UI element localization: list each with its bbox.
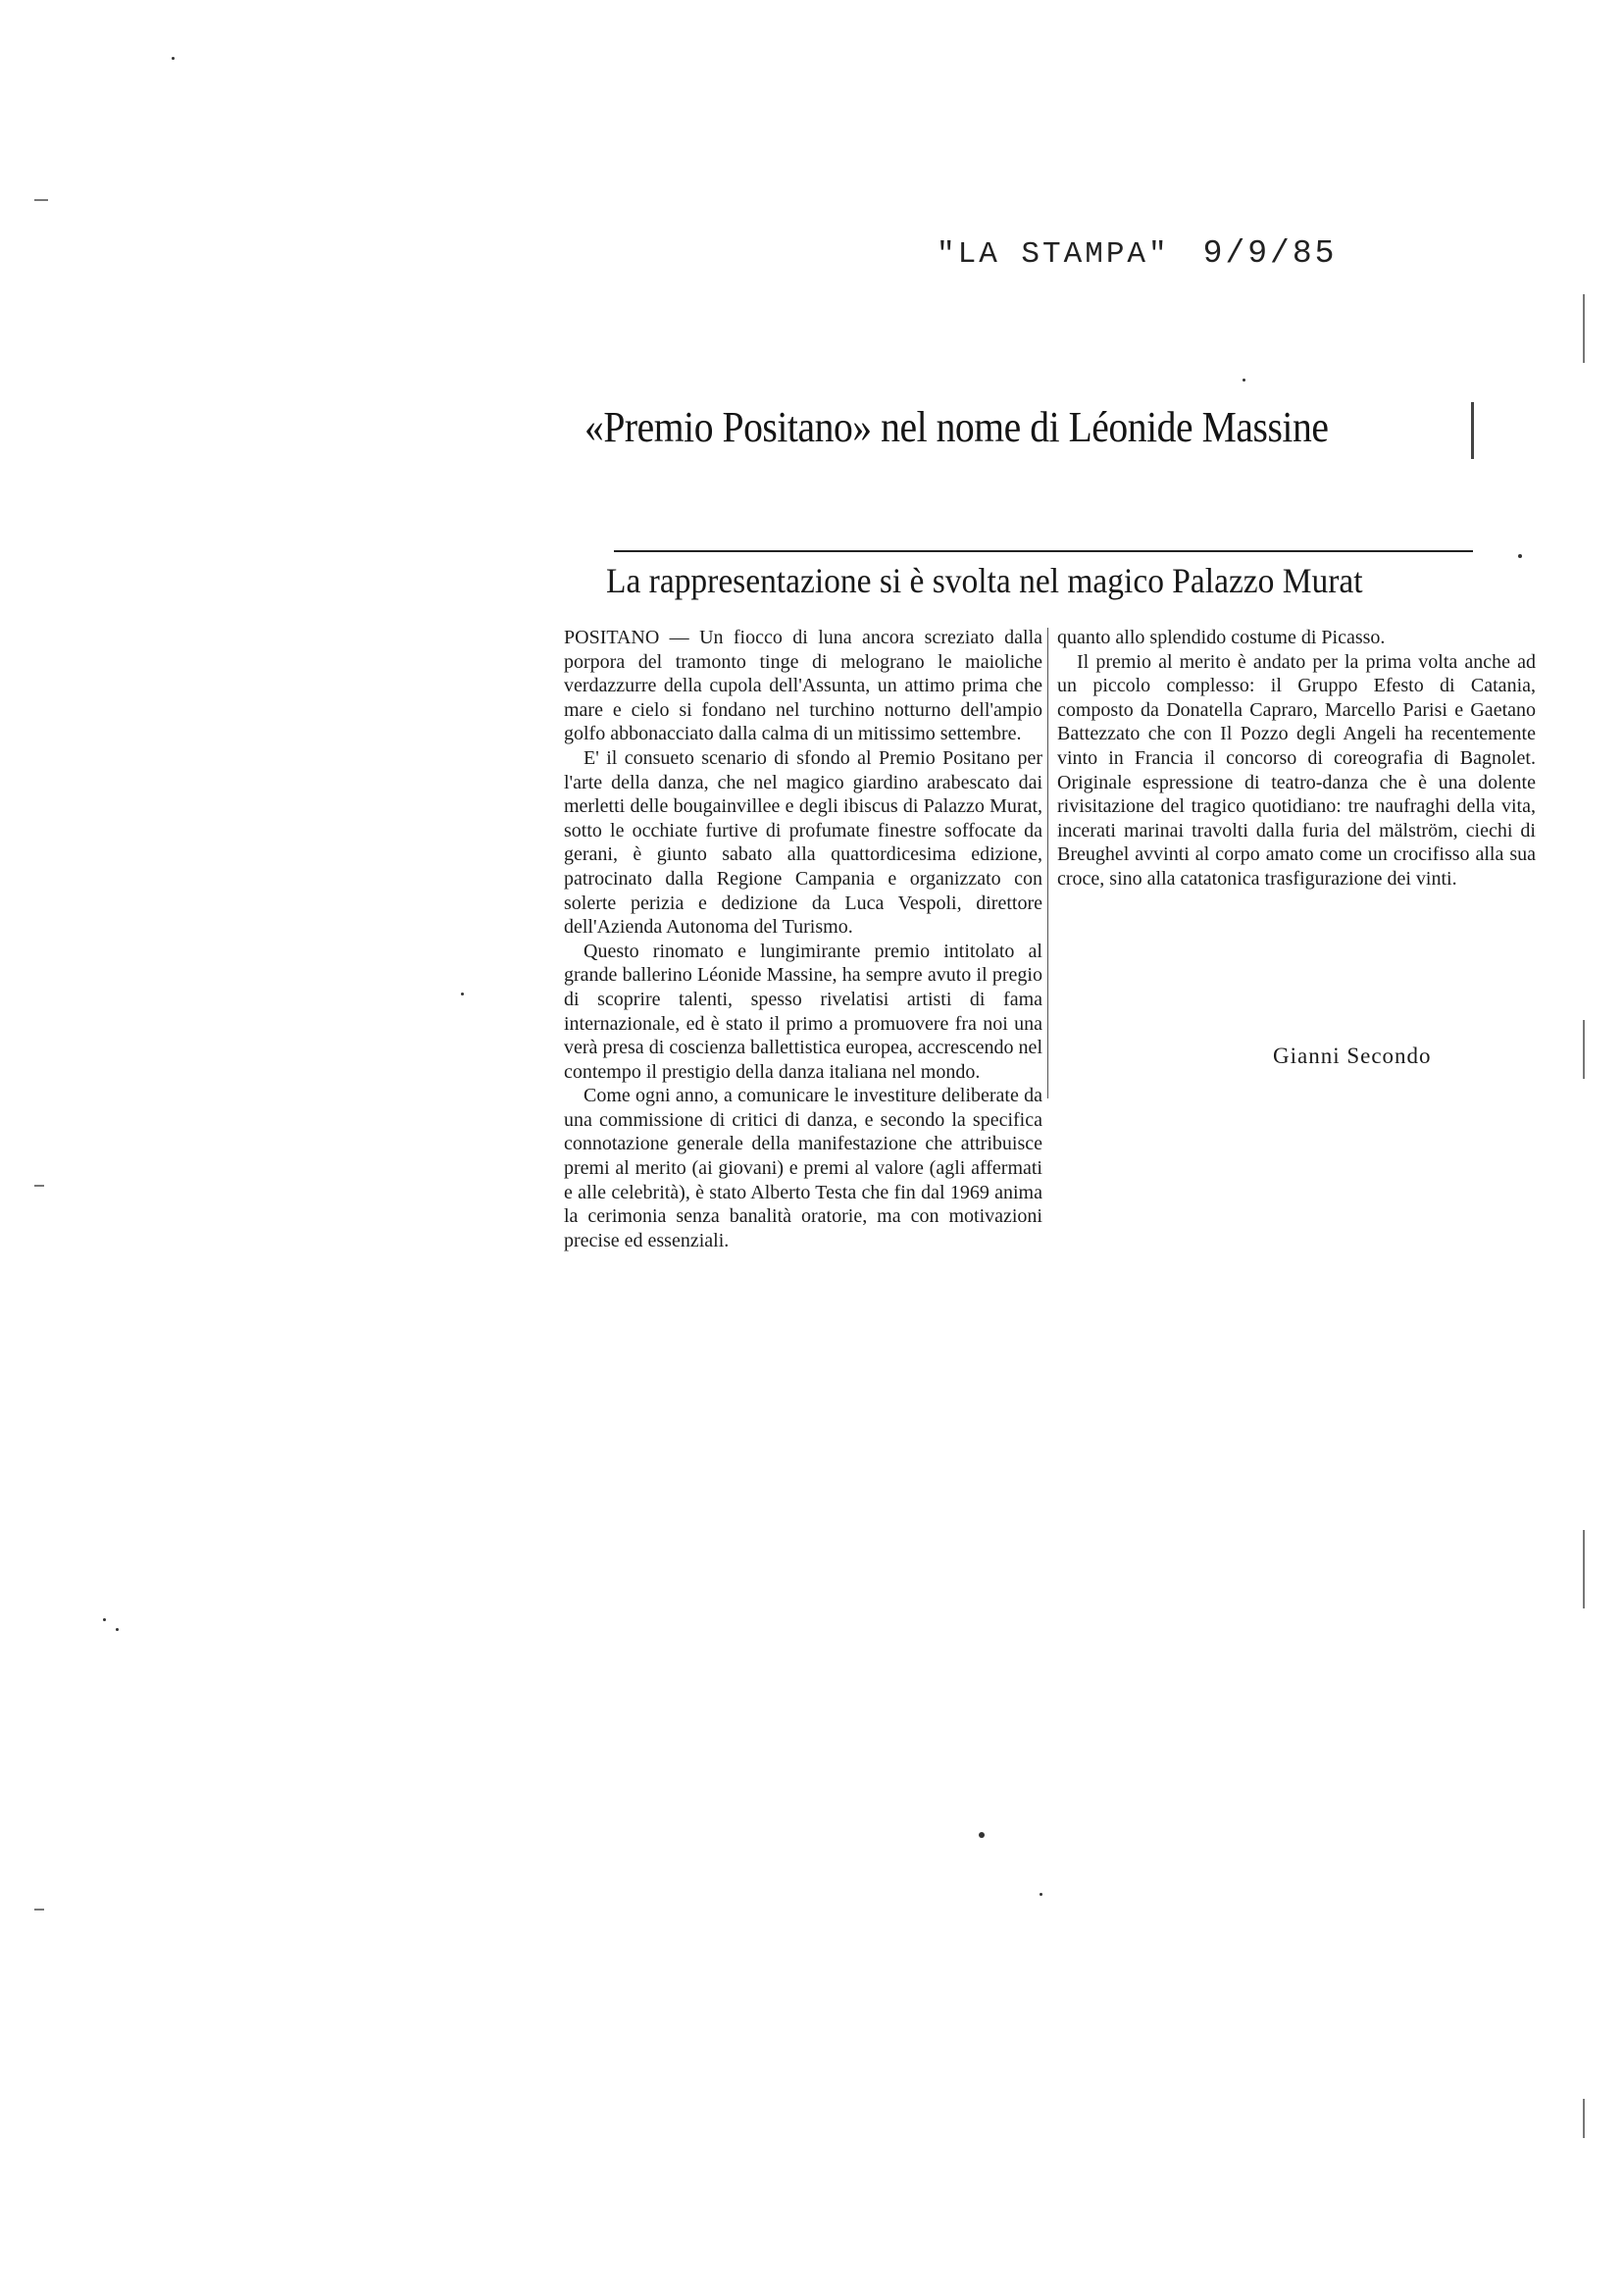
article-subheadline: La rappresentazione si è svolta nel magico Palazzo Murat <box>606 561 1363 600</box>
margin-mark <box>1471 402 1474 459</box>
scan-edge-mark <box>1583 1530 1585 1608</box>
article-column-right <box>1057 626 1536 892</box>
source-line <box>937 235 1337 272</box>
scan-speck <box>116 1628 119 1631</box>
paragraph: Come ogni anno, a comunicare le investiture deliberate da una commissione di critici di danza, e secondo la specifica connotazione generale della manifestazione che attribuisce premi al merito (ai giovani) e premi al valore (agli affermati e alle celebrità), è stato Alberto Testa che fin dal 1969 anima la cerimonia senza banalità oratorie, ma con motivazioni precise ed essenziali. <box>564 1085 1042 1251</box>
article-headline: «Premio Positano» nel nome di Léonide Massine <box>584 403 1329 451</box>
scan-speck <box>461 993 464 995</box>
headline-rule <box>614 550 1473 552</box>
paragraph: Il premio al merito è andato per la prima volta anche ad un piccolo complesso: il Gruppo Efesto di Catania, composto da Donatella Capraro, Marcello Parisi e Gaetano Battezzato che con Il Pozzo degli Angeli ha recentemente vinto in Francia il concorso di coreografia di Bagnolet. Originale espressione di teatro-danza che è una dolente rivisitazione del tragico quotidiano: tre naufraghi della vita, incerati marinai travolti dalla furia del mälström, ciechi di Breughel avvinti al corpo amato come un crocifisso alla sua croce, sino alla catatonica trasfigurazione dei vinti. <box>1057 650 1536 890</box>
clipping-date: 9/9/85 <box>1202 235 1338 272</box>
newspaper-name: "LA STAMPA" <box>937 237 1170 272</box>
scan-speck <box>979 1832 985 1838</box>
scan-edge-mark <box>1583 294 1585 363</box>
paragraph: E' il consueto scenario di sfondo al Premio Positano per l'arte della danza, che nel magico giardino arabescato dai merletti delle bougainvillee e degli ibiscus di Palazzo Murat, sotto le occhiate furtive di profumate finestre soffocate da gerani, è giunto sabato alla quattordicesima edizione, patrocinato dalla Regione Campania e organizzato con solerte perizia e dedizione da Luca Vespoli, direttore dell'Azienda Autonoma del Turismo. <box>564 746 1042 939</box>
scan-speck <box>1040 1893 1042 1896</box>
paragraph: quanto allo splendido costume di Picasso. <box>1057 627 1386 648</box>
scan-speck <box>103 1618 106 1621</box>
scan-speck <box>172 57 175 60</box>
scan-speck <box>1243 379 1245 382</box>
scan-edge-mark <box>34 1185 44 1187</box>
article-author: Gianni Secondo <box>1273 1044 1432 1068</box>
paragraph: Questo rinomato e lungimirante premio intitolato al grande ballerino Léonide Massine, ha sempre avuto il pregio di scoprire talenti, spesso rivelatisi artisti di fama internazionale, ed è stato il primo a promuovere fra noi una verà presa di coscienza ballettistica europea, accrescendo nel contempo il prestigio della danza italiana nel mondo. <box>564 940 1042 1083</box>
column-divider <box>1047 628 1048 1098</box>
scan-edge-mark <box>1583 2099 1585 2138</box>
scan-speck <box>1518 554 1522 558</box>
scan-edge-mark <box>1583 1020 1585 1079</box>
scan-edge-mark <box>34 199 48 201</box>
paragraph: POSITANO — Un fiocco di luna ancora screziato dalla porpora del tramonto tinge di melograno le maioliche verdazzurre della cupola dell'Assunta, un attimo prima che mare e cielo si fondano nel turchino notturno dell'ampio golfo abbonacciato dalla calma di un mitissimo settembre. <box>564 627 1042 745</box>
scan-edge-mark <box>34 1909 44 1911</box>
article-column-left <box>564 626 1042 1252</box>
